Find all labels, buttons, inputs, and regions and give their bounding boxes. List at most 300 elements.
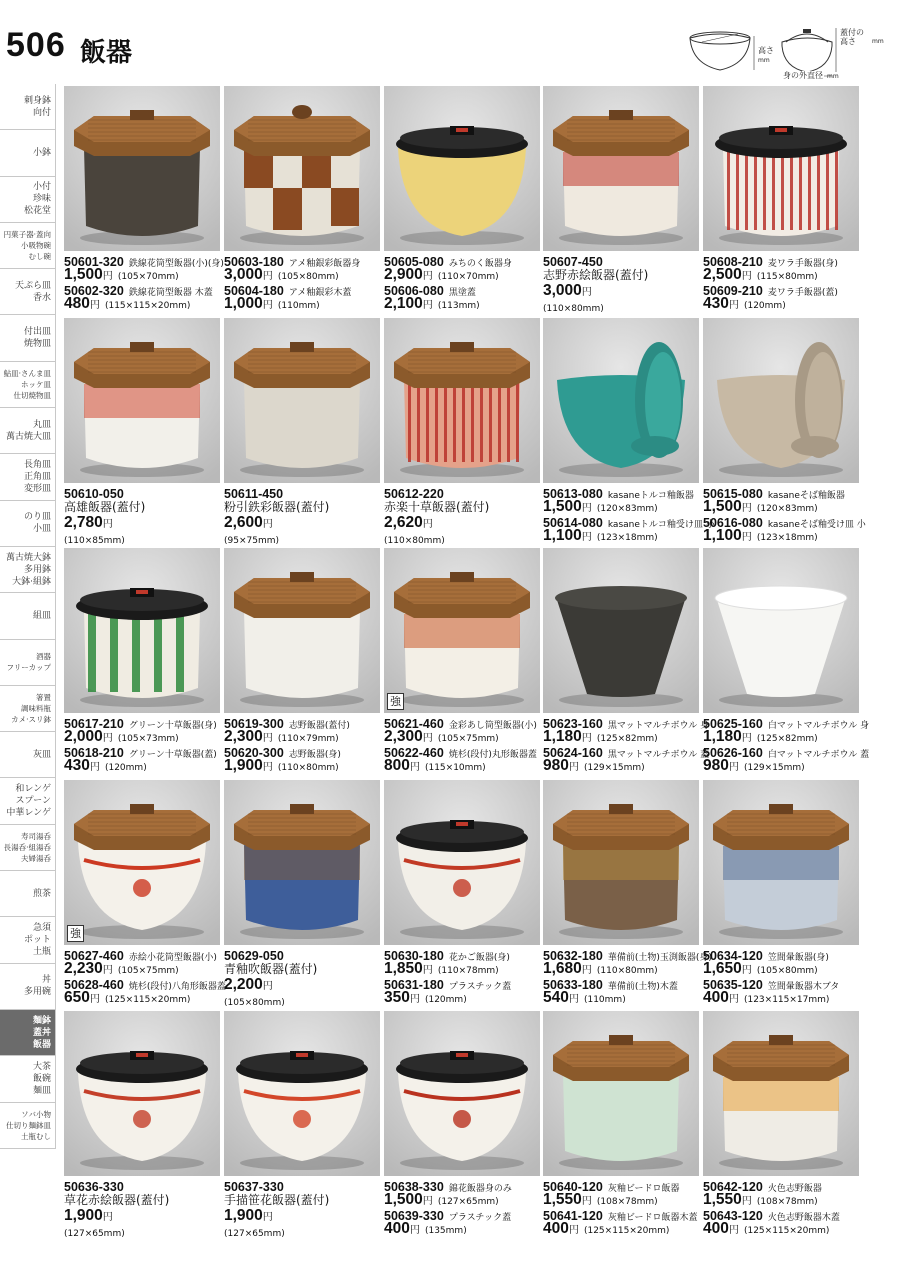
- product-code: 50613-080: [543, 487, 603, 501]
- height-unit: mm: [758, 57, 770, 64]
- yen-unit: 円: [422, 519, 433, 530]
- product-name: 花かご飯器(身): [448, 953, 510, 963]
- yen-unit: 円: [262, 981, 273, 992]
- info-line: [543, 266, 699, 282]
- product-price: 1,900: [64, 1207, 103, 1224]
- product-name: kasaneトルコ釉受け皿 小: [607, 520, 715, 530]
- product-card: [64, 86, 224, 312]
- product-code: 50626-160: [703, 746, 763, 760]
- sidebar-item-12[interactable]: 組皿: [0, 593, 56, 639]
- yen-unit: 円: [741, 532, 752, 543]
- outer-diameter-unit: mm: [827, 73, 839, 80]
- product-name: プラスチック蓋: [448, 1213, 512, 1223]
- yen-unit: 円: [581, 965, 592, 976]
- product-price: 1,100: [703, 527, 742, 544]
- product-price: 3,000: [543, 282, 582, 299]
- product-dimensions: (125×82mm): [756, 734, 818, 744]
- product-name: 灰釉ビードロ飯器木蓋: [607, 1213, 698, 1223]
- product-card: [224, 318, 380, 546]
- product-code: 50617-210: [64, 717, 124, 731]
- product-dimensions: (110mm): [583, 995, 626, 1005]
- product-price: 1,550: [543, 1191, 582, 1208]
- product-card: [703, 1011, 859, 1236]
- product-name: 火色志野飯器: [767, 1184, 822, 1194]
- product-photo: [703, 780, 859, 945]
- product-dimensions: (127×65mm): [224, 1229, 285, 1239]
- product-name: 華備前(土物)木蓋: [607, 982, 678, 992]
- product-photo: [703, 86, 859, 251]
- product-photo: [224, 548, 380, 713]
- yen-unit: 円: [568, 762, 579, 773]
- product-name: 麦ワラ手飯器(身): [767, 259, 838, 269]
- product-photo: [543, 318, 699, 483]
- product-photo: [703, 1011, 859, 1176]
- product-dimensions: (110×80mm): [543, 304, 604, 314]
- product-card: [703, 318, 866, 544]
- product-name: 志野飯器(身): [288, 750, 341, 760]
- product-dimensions: (120mm): [424, 995, 467, 1005]
- info-line: [384, 253, 540, 269]
- yen-unit: 円: [422, 1196, 433, 1207]
- height-label: 高さ: [758, 46, 774, 55]
- product-price: 350: [384, 989, 410, 1006]
- product-price: 400: [703, 1220, 729, 1237]
- info-line: [703, 282, 859, 298]
- product-photo: [64, 1011, 220, 1176]
- product-code: 50624-160: [543, 746, 603, 760]
- product-dimensions: (110mm): [277, 301, 320, 311]
- info-line: [703, 1178, 859, 1194]
- product-price: 2,100: [384, 295, 423, 312]
- product-name: 粉引鉄彩飯器(蓋付): [224, 500, 330, 514]
- strength-badge: 強: [67, 925, 84, 942]
- product-code: 50638-330: [384, 1180, 444, 1194]
- product-name: kasaneそば釉受け皿 小: [767, 520, 866, 530]
- product-card: [543, 86, 699, 314]
- product-dimensions: (115×115×20mm): [104, 301, 191, 311]
- yen-unit: 円: [581, 532, 592, 543]
- yen-unit: 円: [262, 1212, 273, 1223]
- product-dimensions: (105×80mm): [756, 966, 818, 976]
- info-line: [703, 715, 870, 731]
- product-code: 50605-080: [384, 255, 444, 269]
- product-code: 50619-300: [224, 717, 284, 731]
- product-name: 錦花飯器身のみ: [448, 1184, 512, 1194]
- product-card: [224, 86, 380, 311]
- product-name: 草花赤絵飯器(蓋付): [64, 1193, 170, 1207]
- sidebar-item-14[interactable]: 箸置 調味料瓶 カメ·スリ鉢: [0, 686, 56, 732]
- info-line: [224, 947, 380, 963]
- info-line: [224, 1223, 380, 1239]
- info-line: [64, 530, 220, 546]
- yen-unit: 円: [581, 1196, 592, 1207]
- product-code: 50601-320: [64, 255, 124, 269]
- outer-diameter-label: 身の外直径: [783, 71, 823, 80]
- info-line: [384, 485, 540, 501]
- yen-unit: 円: [89, 994, 100, 1005]
- product-photo: [384, 318, 540, 483]
- product-photo: [384, 548, 540, 713]
- info-line: [224, 485, 380, 501]
- product-name: 笠間暈飯器木ブタ: [767, 982, 840, 992]
- product-code: 50630-180: [384, 949, 444, 963]
- product-code: 50614-080: [543, 516, 603, 530]
- yen-unit: 円: [262, 733, 273, 744]
- product-photo: [543, 780, 699, 945]
- yen-unit: 円: [262, 762, 273, 773]
- product-photo: [224, 1011, 380, 1176]
- info-line: [703, 960, 859, 976]
- product-photo: [384, 780, 540, 945]
- info-line: [64, 498, 220, 514]
- product-card: [384, 780, 540, 1005]
- product-code: 50640-120: [543, 1180, 603, 1194]
- sidebar-item-16[interactable]: 和レンゲ スプーン 中華レンゲ: [0, 778, 56, 824]
- product-price: 400: [703, 989, 729, 1006]
- info-line: [384, 295, 540, 311]
- yen-unit: 円: [741, 1196, 752, 1207]
- info-line: [64, 253, 224, 269]
- product-name: みちのく飯器身: [448, 259, 512, 269]
- product-price: 1,500: [543, 498, 582, 515]
- info-line: [224, 253, 380, 269]
- info-line: [224, 530, 380, 546]
- product-name: 灰釉ビードロ飯器: [607, 1184, 680, 1194]
- info-line: [64, 976, 226, 992]
- product-price: 1,000: [224, 295, 263, 312]
- product-price: 2,500: [703, 266, 742, 283]
- lid-height-unit: mm: [872, 38, 884, 45]
- product-card: [543, 780, 712, 1006]
- info-line: [64, 282, 220, 298]
- info-line: [384, 266, 540, 282]
- product-photo: [224, 318, 380, 483]
- product-name: 黒マットマルチボウル 蓋: [607, 750, 710, 760]
- product-dimensions: (105×80mm): [224, 998, 285, 1008]
- product-name: 焼杉(段付)丸形飯器蓋: [448, 750, 537, 760]
- info-line: [703, 253, 859, 269]
- sidebar-item-17[interactable]: 寿司湯呑 長湯呑·組湯呑 夫婦湯呑: [0, 825, 56, 871]
- sidebar-item-7[interactable]: 鮎皿·さんま皿 ホッケ皿 仕切焼物皿: [0, 362, 56, 408]
- product-card: [224, 1011, 380, 1239]
- info-line: [543, 253, 699, 269]
- product-photo: [543, 86, 699, 251]
- info-line: [224, 1207, 380, 1223]
- product-code: 50607-450: [543, 255, 603, 269]
- product-name: 手描笹花飯器(蓋付): [224, 1193, 330, 1207]
- product-card: [64, 1011, 220, 1239]
- product-price: 1,180: [703, 728, 742, 745]
- product-price: 650: [64, 989, 90, 1006]
- info-line: [64, 514, 220, 530]
- info-line: [224, 715, 380, 731]
- yen-unit: 円: [102, 733, 113, 744]
- info-line: [543, 1207, 699, 1223]
- product-price: 400: [384, 1220, 410, 1237]
- yen-unit: 円: [422, 271, 433, 282]
- product-dimensions: (129×15mm): [743, 763, 805, 773]
- sidebar-item-6[interactable]: 付出皿 焼物皿: [0, 315, 56, 361]
- product-dimensions: (105×75mm): [117, 966, 179, 976]
- product-dimensions: (110×85mm): [64, 536, 125, 546]
- yen-unit: 円: [102, 965, 113, 976]
- sidebar-item-10[interactable]: のり皿 小皿: [0, 501, 56, 547]
- sidebar-item-15[interactable]: 灰皿: [0, 732, 56, 778]
- product-name: グリーン十草飯器(身): [128, 721, 217, 731]
- product-dimensions: (110×79mm): [277, 734, 339, 744]
- product-card: [224, 780, 380, 1008]
- info-line: [64, 1178, 220, 1194]
- product-dimensions: (135mm): [424, 1226, 467, 1236]
- product-dimensions: (110×80mm): [384, 536, 445, 546]
- product-code: 50635-120: [703, 978, 763, 992]
- info-line: [703, 1191, 859, 1207]
- product-price: 2,600: [224, 514, 263, 531]
- product-dimensions: (123×18mm): [596, 533, 658, 543]
- product-card: [703, 86, 859, 311]
- product-photo: [703, 318, 859, 483]
- product-price: 2,780: [64, 514, 103, 531]
- info-line: [384, 514, 540, 530]
- product-price: 800: [384, 757, 410, 774]
- product-card: [703, 780, 859, 1005]
- product-code: 50616-080: [703, 516, 763, 530]
- info-line: [384, 1207, 540, 1223]
- product-code: 50641-120: [543, 1209, 603, 1223]
- info-line: [543, 514, 715, 530]
- product-name: 赤絵小花筒型飯器(小): [128, 953, 217, 963]
- sidebar-item-5[interactable]: 天ぷら皿 香水: [0, 269, 56, 315]
- info-line: [64, 1207, 220, 1223]
- product-price: 430: [64, 757, 90, 774]
- yen-unit: 円: [568, 994, 579, 1005]
- yen-unit: 円: [741, 271, 752, 282]
- product-code: 50642-120: [703, 1180, 763, 1194]
- product-price: 1,650: [703, 960, 742, 977]
- product-photo: [64, 780, 220, 945]
- product-code: 50622-460: [384, 746, 444, 760]
- info-line: [543, 298, 699, 314]
- info-line: [703, 485, 859, 501]
- info-line: [224, 976, 380, 992]
- yen-unit: 円: [728, 762, 739, 773]
- info-line: [384, 976, 540, 992]
- info-line: [224, 282, 380, 298]
- product-price: 2,900: [384, 266, 423, 283]
- product-dimensions: (120×83mm): [756, 504, 818, 514]
- product-name: 笠間暈飯器(身): [767, 953, 829, 963]
- info-line: [224, 960, 380, 976]
- sidebar-item-23[interactable]: ソバ小物 仕切り麺鉢皿 土瓶むし: [0, 1103, 56, 1149]
- product-dimensions: (105×70mm): [117, 272, 179, 282]
- info-line: [703, 947, 859, 963]
- product-name: 焼杉(段付)八角形飯器蓋: [128, 982, 226, 992]
- sidebar-item-9[interactable]: 長角皿 正角皿 変形皿: [0, 454, 56, 500]
- product-photo: [384, 1011, 540, 1176]
- product-name: 鉄線花筒型飯器 木蓋: [128, 288, 213, 298]
- info-line: [224, 1191, 380, 1207]
- product-name: kasaneそば釉飯器: [767, 491, 845, 501]
- product-price: 2,620: [384, 514, 423, 531]
- product-name: 白マットマルチボウル 身: [767, 721, 870, 731]
- yen-unit: 円: [89, 762, 100, 773]
- info-line: [543, 947, 712, 963]
- product-price: 430: [703, 295, 729, 312]
- product-dimensions: (105×75mm): [437, 734, 499, 744]
- info-line: [543, 976, 699, 992]
- product-price: 2,230: [64, 960, 103, 977]
- product-price: 1,100: [543, 527, 582, 544]
- info-line: [224, 498, 380, 514]
- product-dimensions: (125×115×20mm): [743, 1226, 830, 1236]
- product-photo: [384, 86, 540, 251]
- product-dimensions: (110×78mm): [437, 966, 499, 976]
- product-photo: [543, 548, 699, 713]
- product-name: 黒塗蓋: [448, 288, 476, 298]
- strength-badge: 強: [387, 693, 404, 710]
- product-dimensions: (127×65mm): [437, 1197, 499, 1207]
- product-dimensions: (110×80mm): [596, 966, 658, 976]
- product-card: [543, 548, 710, 774]
- yen-unit: 円: [581, 503, 592, 514]
- yen-unit: 円: [741, 733, 752, 744]
- product-price: 1,500: [64, 266, 103, 283]
- sidebar-item-1[interactable]: 刺身鉢 向付: [0, 84, 56, 130]
- product-price: 980: [543, 757, 569, 774]
- product-code: 50611-450: [224, 487, 284, 501]
- product-dimensions: (105×80mm): [277, 272, 339, 282]
- product-price: 3,000: [224, 266, 263, 283]
- product-code: 50629-050: [224, 949, 284, 963]
- info-line: [64, 744, 220, 760]
- yen-unit: 円: [262, 519, 273, 530]
- sidebar-item-13[interactable]: 酒器 フリーカップ: [0, 640, 56, 686]
- product-name: 白マットマルチボウル 蓋: [767, 750, 870, 760]
- yen-unit: 円: [581, 733, 592, 744]
- sidebar-item-11[interactable]: 萬古焼大鉢 多用鉢 大鉢·組鉢: [0, 547, 56, 593]
- yen-unit: 円: [741, 503, 752, 514]
- product-dimensions: (108×78mm): [596, 1197, 658, 1207]
- product-code: 50615-080: [703, 487, 763, 501]
- product-dimensions: (110×80mm): [277, 763, 339, 773]
- info-line: [703, 514, 866, 530]
- product-dimensions: (105×73mm): [117, 734, 179, 744]
- product-dimensions: (123×115×17mm): [743, 995, 830, 1005]
- product-code: 50618-210: [64, 746, 124, 760]
- yen-unit: 円: [728, 994, 739, 1005]
- product-code: 50620-300: [224, 746, 284, 760]
- product-code: 50606-080: [384, 284, 444, 298]
- yen-unit: 円: [422, 300, 433, 311]
- product-code: 50608-210: [703, 255, 763, 269]
- sidebar-item-3[interactable]: 小付 珍味 松花堂: [0, 177, 56, 223]
- yen-unit: 円: [728, 1225, 739, 1236]
- product-name: 黒マットマルチボウル 身: [607, 721, 710, 731]
- sidebar-item-20[interactable]: 丼 多用碗: [0, 964, 56, 1010]
- sidebar-item-4[interactable]: 円菓子器·蓋向 小吸物碗 むし碗: [0, 223, 56, 269]
- yen-unit: 円: [581, 287, 592, 298]
- product-dimensions: (123×18mm): [756, 533, 818, 543]
- product-name: グリーン十草飯器(蓋): [128, 750, 217, 760]
- product-code: 50632-180: [543, 949, 603, 963]
- product-dimensions: (125×82mm): [596, 734, 658, 744]
- info-line: [64, 947, 220, 963]
- product-code: 50628-460: [64, 978, 124, 992]
- sidebar-item-2[interactable]: 小鉢: [0, 130, 56, 176]
- product-dimensions: (115×80mm): [756, 272, 818, 282]
- info-line: [384, 960, 540, 976]
- product-code: 50612-220: [384, 487, 444, 501]
- product-code: 50637-330: [224, 1180, 284, 1194]
- product-card: [64, 318, 220, 546]
- sidebar-item-21[interactable]: 麺鉢 蓋丼 飯器: [0, 1010, 56, 1056]
- product-name: アメ釉銀彩木蓋: [288, 288, 352, 298]
- product-name: 高雄飯器(蓋付): [64, 500, 146, 514]
- yen-unit: 円: [262, 300, 273, 311]
- info-line: [64, 485, 220, 501]
- yen-unit: 円: [89, 300, 100, 311]
- yen-unit: 円: [422, 965, 433, 976]
- product-code: 50623-160: [543, 717, 603, 731]
- yen-unit: 円: [422, 733, 433, 744]
- product-name: 志野飯器(蓋付): [288, 721, 350, 731]
- sidebar-item-8[interactable]: 丸皿 萬古焼大皿: [0, 408, 56, 454]
- product-code: 50634-120: [703, 949, 763, 963]
- product-dimensions: (110×70mm): [437, 272, 499, 282]
- product-code: 50621-460: [384, 717, 444, 731]
- product-photo: [224, 86, 380, 251]
- product-name: 青釉吹飯器(蓋付): [224, 962, 318, 976]
- product-dimensions: (120mm): [743, 301, 786, 311]
- info-line: [384, 1220, 540, 1236]
- yen-unit: 円: [728, 300, 739, 311]
- product-code: 50643-120: [703, 1209, 763, 1223]
- sidebar-item-18[interactable]: 煎茶: [0, 871, 56, 917]
- info-line: [64, 1191, 220, 1207]
- product-price: 1,550: [703, 1191, 742, 1208]
- product-price: 400: [543, 1220, 569, 1237]
- product-name: 金彩あし筒型飯器(小): [448, 721, 537, 731]
- info-line: [224, 757, 380, 773]
- product-name: kasaneトルコ釉飯器: [607, 491, 694, 501]
- product-price: 2,200: [224, 976, 263, 993]
- page-title: 飯器: [80, 38, 133, 68]
- product-photo: [703, 548, 859, 713]
- product-dimensions: (115×10mm): [424, 763, 486, 773]
- product-dimensions: (125×115×20mm): [104, 995, 191, 1005]
- info-line: [543, 715, 710, 731]
- sidebar-item-22[interactable]: 大茶 飯碗 麺皿: [0, 1056, 56, 1102]
- info-line: [703, 744, 870, 760]
- sidebar-item-19[interactable]: 急須 ポット 土瓶: [0, 917, 56, 963]
- product-card: [224, 548, 380, 773]
- product-name: 華備前(土物)玉渕飯器(身): [607, 953, 712, 963]
- product-price: 1,900: [224, 1207, 263, 1224]
- info-line: [64, 1223, 220, 1239]
- product-code: 50631-180: [384, 978, 444, 992]
- info-line: [543, 744, 710, 760]
- yen-unit: 円: [102, 271, 113, 282]
- category-sidebar: [0, 84, 56, 1149]
- yen-unit: 円: [102, 1212, 113, 1223]
- product-card: [543, 1011, 699, 1236]
- product-code: 50604-180: [224, 284, 284, 298]
- product-photo: [224, 780, 380, 945]
- product-price: 1,680: [543, 960, 582, 977]
- product-price: 540: [543, 989, 569, 1006]
- product-photo: [64, 318, 220, 483]
- product-price: 1,500: [384, 1191, 423, 1208]
